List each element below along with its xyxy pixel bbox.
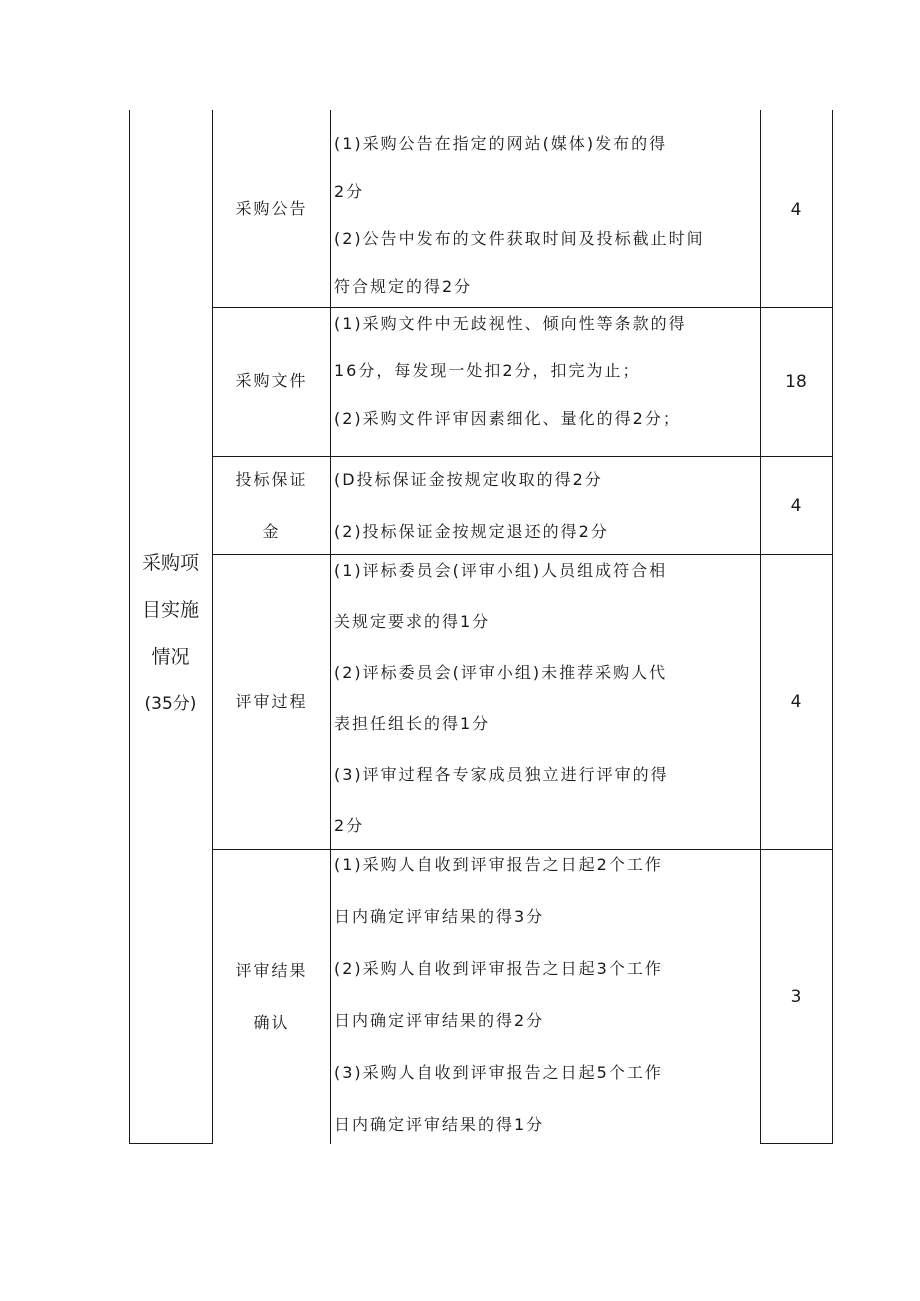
criteria-cell <box>334 556 760 841</box>
category-label: 目实施 <box>141 599 199 621</box>
item-label: 确认 <box>253 1013 290 1032</box>
item-cell <box>213 368 330 394</box>
category-label: 情况 <box>151 646 190 668</box>
item-label: 投标保证 <box>235 470 308 489</box>
criteria-line: 日内确定评审结果的得3分 <box>334 907 545 926</box>
row-divider <box>212 554 833 555</box>
criteria-cell <box>334 128 760 303</box>
points-cell: 4 <box>790 692 802 712</box>
points-cell: 3 <box>790 987 802 1007</box>
item-label: 采购公告 <box>235 199 308 218</box>
points-cell: 4 <box>790 496 802 516</box>
criteria-line: (2)采购文件评审因素细化、量化的得2分； <box>334 409 681 428</box>
item-cell <box>213 196 330 222</box>
criteria-line: 表担任组长的得1分 <box>334 714 491 733</box>
row-divider <box>212 456 833 457</box>
points-cell: 4 <box>790 200 802 220</box>
criteria-line: (1)采购文件中无歧视性、倾向性等条款的得 <box>334 314 687 333</box>
item-label: 评审结果 <box>235 961 308 980</box>
category-label: 采购项 <box>141 552 199 574</box>
criteria-line: 日内确定评审结果的得2分 <box>334 1011 545 1030</box>
criteria-cell <box>334 850 760 1140</box>
category-score: (35分) <box>144 694 197 714</box>
criteria-line: 2分 <box>334 182 365 201</box>
criteria-line: 关规定要求的得1分 <box>334 612 491 631</box>
border-item <box>330 110 331 1144</box>
criteria-line: 符合规定的得2分 <box>334 277 473 296</box>
criteria-line: (1)评标委员会(评审小组)人员组成符合相 <box>334 561 668 580</box>
item-cell <box>213 689 330 715</box>
item-label: 评审过程 <box>235 692 308 711</box>
criteria-line: (2)评标委员会(评审小组)未推荐采购人代 <box>334 663 668 682</box>
criteria-line: 日内确定评审结果的得1分 <box>334 1115 545 1134</box>
border-right <box>832 110 833 1144</box>
item-label: 采购文件 <box>235 371 308 390</box>
points-cell: 18 <box>785 372 807 392</box>
item-cell <box>213 465 330 547</box>
criteria-line: (2)投标保证金按规定退还的得2分 <box>334 522 609 541</box>
category-cell <box>129 540 212 728</box>
bottom-right <box>760 1143 833 1144</box>
bottom-left <box>129 1143 213 1144</box>
criteria-line: 2分 <box>334 816 365 835</box>
criteria-cell <box>334 465 760 547</box>
criteria-line: (2)公告中发布的文件获取时间及投标截止时间 <box>334 229 705 248</box>
criteria-line: (1)采购人自收到评审报告之日起2个工作 <box>334 855 663 874</box>
item-label: 金 <box>262 522 281 541</box>
criteria-line: (3)评审过程各专家成员独立进行评审的得 <box>334 765 669 784</box>
criteria-line: (1)采购公告在指定的网站(媒体)发布的得 <box>334 134 668 153</box>
criteria-line: (D投标保证金按规定收取的得2分 <box>334 470 603 489</box>
item-cell <box>213 956 330 1038</box>
row-divider <box>212 307 833 308</box>
criteria-line: 16分，每发现一处扣2分，扣完为止； <box>334 361 641 380</box>
criteria-line: (3)采购人自收到评审报告之日起5个工作 <box>334 1063 663 1082</box>
criteria-line: (2)采购人自收到评审报告之日起3个工作 <box>334 959 663 978</box>
criteria-cell <box>334 309 760 434</box>
